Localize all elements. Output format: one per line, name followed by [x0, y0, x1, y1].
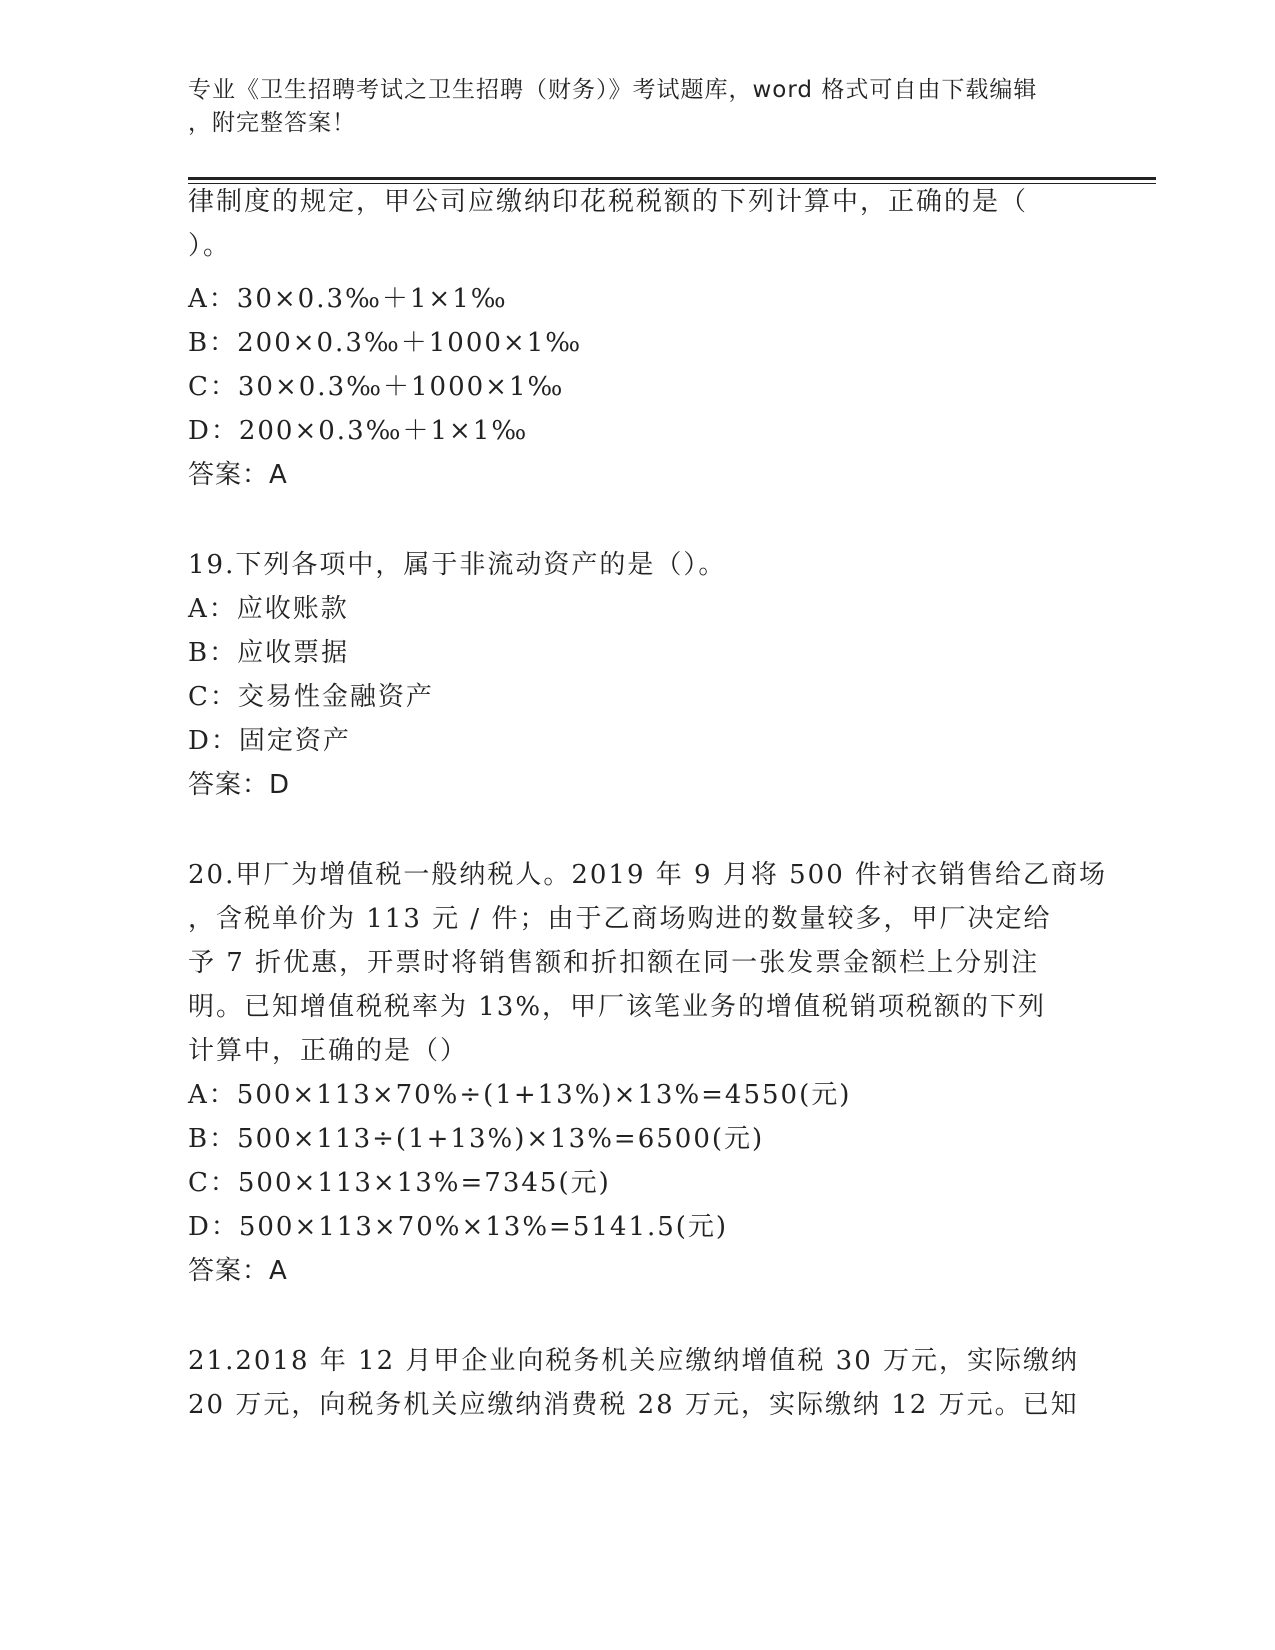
q20-option-b: B：500×113÷(1+13%)×13%=6500(元)	[188, 1124, 765, 1154]
q21-stem-line-2: 20 万元，向税务机关应缴纳消费税 28 万元，实际缴纳 12 万元。已知	[188, 1390, 1079, 1420]
q20-stem-line-1: 20.甲厂为增值税一般纳税人。2019 年 9 月将 500 件衬衣销售给乙商场	[188, 860, 1108, 890]
q20-option-c: C：500×113×13%=7345(元)	[188, 1168, 611, 1198]
q20-option-a: A：500×113×70%÷(1+13%)×13%=4550(元)	[188, 1080, 852, 1110]
q19-stem: 19.下列各项中，属于非流动资产的是（）。	[188, 550, 727, 580]
q20-stem-line-3: 予 7 折优惠，开票时将销售额和折扣额在同一张发票金额栏上分别注	[188, 948, 1040, 978]
header-line-2: ，附完整答案！	[188, 110, 356, 136]
q18-option-b: B：200×0.3‰＋1000×1‰	[188, 328, 583, 358]
q19-option-d: D：固定资产	[188, 726, 351, 756]
header-line-1: 专业《卫生招聘考试之卫生招聘（财务）》考试题库，word 格式可自由下载编辑	[188, 77, 1038, 103]
q18-option-d: D：200×0.3‰＋1×1‰	[188, 416, 529, 446]
q18-option-c: C：30×0.3‰＋1000×1‰	[188, 372, 565, 402]
q19-option-a: A：应收账款	[188, 594, 349, 624]
q20-answer: 答案：A	[188, 1256, 288, 1286]
q20-stem-line-2: ，含税单价为 113 元 / 件；由于乙商场购进的数量较多，甲厂决定给	[188, 904, 1052, 934]
q20-stem-line-4: 明。已知增值税税率为 13%，甲厂该笔业务的增值税销项税额的下列	[188, 992, 1047, 1022]
q18-answer: 答案：A	[188, 460, 288, 490]
q20-option-d: D：500×113×70%×13%=5141.5(元)	[188, 1212, 729, 1242]
document-header	[188, 74, 1078, 140]
q19-option-c: C：交易性金融资产	[188, 682, 434, 712]
q18-option-a: A：30×0.3‰＋1×1‰	[188, 284, 508, 314]
q19-option-b: B：应收票据	[188, 638, 350, 668]
q20-stem-line-5: 计算中，正确的是（）	[188, 1036, 469, 1066]
q19-answer: 答案：D	[188, 770, 291, 800]
header-divider-thick	[188, 177, 1156, 180]
q18-stem-line-1: 律制度的规定，甲公司应缴纳印花税税额的下列计算中，正确的是（	[188, 187, 1029, 217]
q18-stem-line-2: ）。	[188, 231, 232, 261]
q21-stem-line-1: 21.2018 年 12 月甲企业向税务机关应缴纳增值税 30 万元，实际缴纳	[188, 1346, 1080, 1376]
header-divider-thin	[188, 183, 1156, 184]
